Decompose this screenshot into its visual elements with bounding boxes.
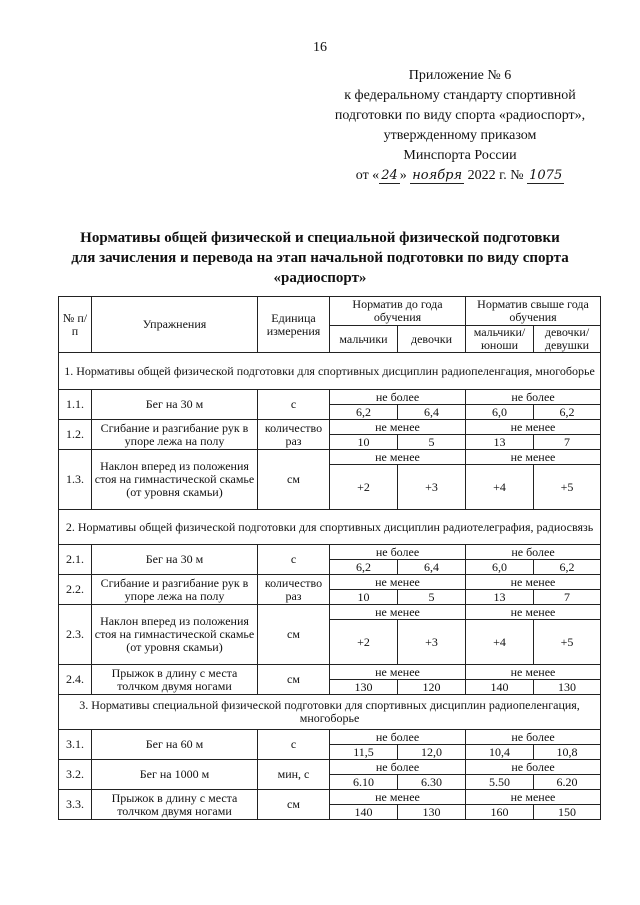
title-line: для зачисления и перевода на этап начальной подготовки по виду спорта — [71, 250, 569, 266]
row-exercise: Прыжок в длину с места толчком двумя ногами — [92, 790, 258, 820]
appendix-line: Приложение № 6 — [408, 68, 512, 83]
row-value: 140 — [330, 805, 398, 820]
header-boys-youths: мальчики/ юноши — [466, 326, 534, 353]
row-value: 13 — [466, 590, 534, 605]
row-condition: не менее — [330, 605, 466, 620]
row-num: 2.4. — [59, 665, 92, 695]
appendix-line: Минспорта России — [403, 148, 517, 163]
date-day-handwritten: 24 — [381, 168, 398, 183]
row-condition: не менее — [330, 790, 466, 805]
row-exercise: Наклон вперед из положения стоя на гимнастической скамье (от уровня скамьи) — [92, 450, 258, 510]
row-value: +2 — [330, 620, 398, 665]
row-value: +2 — [330, 465, 398, 510]
row-unit: количество раз — [258, 575, 330, 605]
row-unit: см — [258, 665, 330, 695]
row-condition: не менее — [330, 665, 466, 680]
document-title — [60, 228, 580, 288]
row-condition: не менее — [330, 420, 466, 435]
row-num: 1.3. — [59, 450, 92, 510]
row-value: 10,8 — [534, 745, 601, 760]
row-value: +3 — [398, 465, 466, 510]
header-exercise: Упражнения — [92, 297, 258, 353]
row-value: 130 — [330, 680, 398, 695]
row-value: 5 — [398, 590, 466, 605]
row-unit: см — [258, 605, 330, 665]
row-exercise: Бег на 30 м — [92, 390, 258, 420]
row-value: 6.20 — [534, 775, 601, 790]
row-condition: не более — [466, 760, 601, 775]
header-unit: Единица измерения — [258, 297, 330, 353]
row-value: 5.50 — [466, 775, 534, 790]
row-value: 130 — [398, 805, 466, 820]
norms-table — [58, 296, 601, 820]
row-unit: см — [258, 790, 330, 820]
row-value: 10 — [330, 590, 398, 605]
row-condition: не более — [330, 760, 466, 775]
row-num: 3.3. — [59, 790, 92, 820]
row-condition: не менее — [466, 605, 601, 620]
row-exercise: Бег на 60 м — [92, 730, 258, 760]
row-num: 3.2. — [59, 760, 92, 790]
order-number-handwritten: 1075 — [529, 168, 563, 183]
date-month-handwritten: ноября — [412, 168, 463, 183]
row-value: 6.30 — [398, 775, 466, 790]
row-value: +4 — [466, 465, 534, 510]
row-unit: мин, с — [258, 760, 330, 790]
row-value: 6,2 — [330, 560, 398, 575]
order-date-line — [300, 166, 620, 186]
header-girls: девочки — [398, 326, 466, 353]
row-value: 13 — [466, 435, 534, 450]
row-condition: не менее — [466, 790, 601, 805]
row-value: +3 — [398, 620, 466, 665]
row-num: 1.2. — [59, 420, 92, 450]
header-num: № п/п — [59, 297, 92, 353]
row-value: 160 — [466, 805, 534, 820]
header-group-until: Норматив до года обучения — [330, 297, 466, 326]
row-value: 7 — [534, 590, 601, 605]
row-value: 6,4 — [398, 405, 466, 420]
row-condition: не менее — [466, 575, 601, 590]
row-value: 10 — [330, 435, 398, 450]
row-exercise: Сгибание и разгибание рук в упоре лежа на полу — [92, 420, 258, 450]
row-value: 6,0 — [466, 405, 534, 420]
section-title: 2. Нормативы общей физической подготовки для спортивных дисциплин радиотелеграфия, радиосвязь — [59, 510, 601, 545]
row-condition: не более — [330, 390, 466, 405]
row-value: 6,0 — [466, 560, 534, 575]
header-boys: мальчики — [330, 326, 398, 353]
page-number: 16 — [313, 40, 327, 55]
row-exercise: Наклон вперед из положения стоя на гимнастической скамье (от уровня скамьи) — [92, 605, 258, 665]
section-title: 3. Нормативы специальной физической подготовки для спортивных дисциплин радиопеленгация, многоборье — [59, 695, 601, 730]
row-value: 120 — [398, 680, 466, 695]
row-value: 7 — [534, 435, 601, 450]
row-value: 6,4 — [398, 560, 466, 575]
header-girls-young: девочки/ девушки — [534, 326, 601, 353]
row-value: 5 — [398, 435, 466, 450]
row-condition: не менее — [466, 420, 601, 435]
row-num: 1.1. — [59, 390, 92, 420]
row-exercise: Прыжок в длину с места толчком двумя ногами — [92, 665, 258, 695]
row-value: +4 — [466, 620, 534, 665]
row-condition: не более — [330, 545, 466, 560]
appendix-line: утвержденному приказом — [383, 128, 537, 143]
title-line: Нормативы общей физической и специальной физической подготовки — [80, 230, 560, 246]
row-exercise: Бег на 30 м — [92, 545, 258, 575]
row-value: 10,4 — [466, 745, 534, 760]
row-unit: см — [258, 450, 330, 510]
row-value: 6,2 — [534, 405, 601, 420]
date-mid: » — [399, 168, 407, 183]
row-unit: с — [258, 730, 330, 760]
row-num: 2.2. — [59, 575, 92, 605]
row-condition: не менее — [466, 450, 601, 465]
title-line: «радиоспорт» — [273, 270, 367, 286]
row-value: 6,2 — [534, 560, 601, 575]
row-value: 11,5 — [330, 745, 398, 760]
row-value: 6.10 — [330, 775, 398, 790]
row-unit: с — [258, 545, 330, 575]
row-condition: не более — [466, 390, 601, 405]
row-exercise: Сгибание и разгибание рук в упоре лежа на полу — [92, 575, 258, 605]
row-num: 2.1. — [59, 545, 92, 575]
appendix-line: подготовки по виду спорта «радиоспорт», — [334, 108, 586, 123]
section-title: 1. Нормативы общей физической подготовки для спортивных дисциплин радиопеленгация, многоборье — [59, 353, 601, 390]
row-value: 130 — [534, 680, 601, 695]
row-num: 3.1. — [59, 730, 92, 760]
row-value: 12,0 — [398, 745, 466, 760]
date-prefix: от « — [355, 168, 380, 183]
row-value: 6,2 — [330, 405, 398, 420]
appendix-block — [300, 66, 620, 186]
row-condition: не более — [330, 730, 466, 745]
row-exercise: Бег на 1000 м — [92, 760, 258, 790]
row-condition: не менее — [330, 450, 466, 465]
row-value: +5 — [534, 620, 601, 665]
row-value: 150 — [534, 805, 601, 820]
row-unit: количество раз — [258, 420, 330, 450]
appendix-line: к федеральному стандарту спортивной — [344, 88, 576, 103]
header-group-over: Норматив свыше года обучения — [466, 297, 601, 326]
row-value: 140 — [466, 680, 534, 695]
row-value: +5 — [534, 465, 601, 510]
row-condition: не менее — [466, 665, 601, 680]
row-condition: не менее — [330, 575, 466, 590]
row-num: 2.3. — [59, 605, 92, 665]
row-unit: с — [258, 390, 330, 420]
row-condition: не более — [466, 730, 601, 745]
row-condition: не более — [466, 545, 601, 560]
date-year: 2022 г. № — [467, 168, 524, 183]
